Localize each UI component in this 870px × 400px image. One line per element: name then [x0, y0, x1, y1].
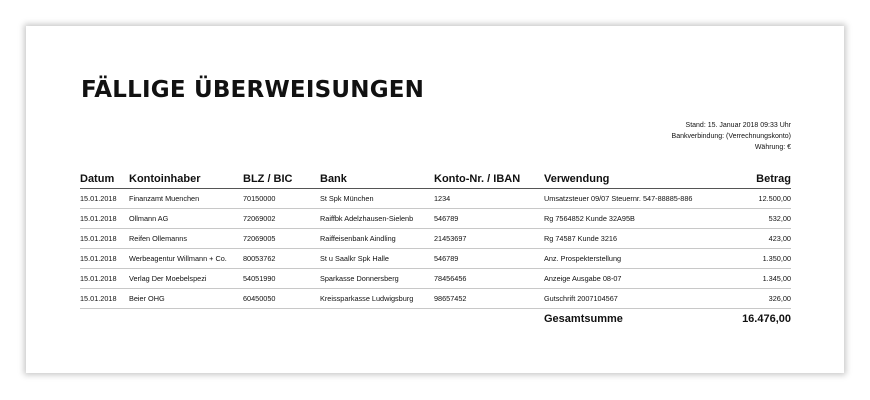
- cell-blz: 70150000: [243, 189, 320, 209]
- cell-blz: 80053762: [243, 249, 320, 269]
- table-row: [80, 269, 791, 289]
- cell-bank: Raiffeisenbank Aindling: [320, 229, 434, 249]
- total-label: Gesamtsumme: [544, 309, 704, 330]
- report-page: [26, 26, 844, 373]
- cell-blz: 72069002: [243, 209, 320, 229]
- cell-bank: St Spk München: [320, 189, 434, 209]
- cell-konto: 546789: [434, 209, 544, 229]
- total-value: 16.476,00: [704, 309, 791, 330]
- report-meta: [672, 120, 791, 153]
- cell-blz: 72069005: [243, 229, 320, 249]
- cell-betrag: 12.500,00: [704, 189, 791, 209]
- cell-betrag: 326,00: [704, 289, 791, 309]
- table-row: [80, 189, 791, 209]
- table-row: [80, 209, 791, 229]
- cell-datum: 15.01.2018: [80, 269, 129, 289]
- table-row: [80, 229, 791, 249]
- cell-inhaber: Beier OHG: [129, 289, 243, 309]
- cell-verwendung: Anzeige Ausgabe 08-07: [544, 269, 704, 289]
- table-header-row: [80, 167, 791, 189]
- cell-bank: St u Saalkr Spk Halle: [320, 249, 434, 269]
- total-spacer: [80, 309, 544, 330]
- cell-datum: 15.01.2018: [80, 289, 129, 309]
- cell-bank: Raiffbk Adelzhausen-Sielenb: [320, 209, 434, 229]
- col-kontoinhaber: Kontoinhaber: [129, 167, 243, 189]
- col-verwendung: Verwendung: [544, 167, 704, 189]
- cell-betrag: 532,00: [704, 209, 791, 229]
- meta-waehrung: Währung: €: [754, 144, 791, 151]
- cell-betrag: 1.350,00: [704, 249, 791, 269]
- total-row: [80, 309, 791, 330]
- cell-inhaber: Finanzamt Muenchen: [129, 189, 243, 209]
- cell-verwendung: Gutschrift 2007104567: [544, 289, 704, 309]
- cell-blz: 60450050: [243, 289, 320, 309]
- table-row: [80, 249, 791, 269]
- cell-datum: 15.01.2018: [80, 249, 129, 269]
- col-konto: Konto-Nr. / IBAN: [434, 167, 544, 189]
- cell-verwendung: Umsatzsteuer 09/07 Steuernr. 547-88885-886: [544, 189, 704, 209]
- transfers-table: [80, 167, 791, 329]
- cell-inhaber: Verlag Der Moebelspezi: [129, 269, 243, 289]
- cell-bank: Kreissparkasse Ludwigsburg: [320, 289, 434, 309]
- cell-blz: 54051990: [243, 269, 320, 289]
- cell-verwendung: Anz. Prospekterstellung: [544, 249, 704, 269]
- cell-datum: 15.01.2018: [80, 209, 129, 229]
- cell-konto: 98657452: [434, 289, 544, 309]
- col-blz: BLZ / BIC: [243, 167, 320, 189]
- col-datum: Datum: [80, 167, 129, 189]
- cell-inhaber: Werbeagentur Willmann + Co.: [129, 249, 243, 269]
- meta-bankverbindung: Bankverbindung: (Verrechnungskonto): [671, 133, 791, 140]
- cell-datum: 15.01.2018: [80, 189, 129, 209]
- cell-inhaber: Reifen Ollemanns: [129, 229, 243, 249]
- cell-datum: 15.01.2018: [80, 229, 129, 249]
- report-title: FÄLLIGE ÜBERWEISUNGEN: [81, 77, 425, 103]
- meta-stand: Stand: 15. Januar 2018 09:33 Uhr: [685, 122, 791, 129]
- col-betrag: Betrag: [704, 167, 791, 189]
- col-bank: Bank: [320, 167, 434, 189]
- cell-konto: 21453697: [434, 229, 544, 249]
- cell-betrag: 1.345,00: [704, 269, 791, 289]
- cell-betrag: 423,00: [704, 229, 791, 249]
- cell-verwendung: Rg 7564852 Kunde 32A95B: [544, 209, 704, 229]
- cell-verwendung: Rg 74587 Kunde 3216: [544, 229, 704, 249]
- table-row: [80, 289, 791, 309]
- cell-inhaber: Ollmann AG: [129, 209, 243, 229]
- cell-bank: Sparkasse Donnersberg: [320, 269, 434, 289]
- cell-konto: 78456456: [434, 269, 544, 289]
- cell-konto: 1234: [434, 189, 544, 209]
- cell-konto: 546789: [434, 249, 544, 269]
